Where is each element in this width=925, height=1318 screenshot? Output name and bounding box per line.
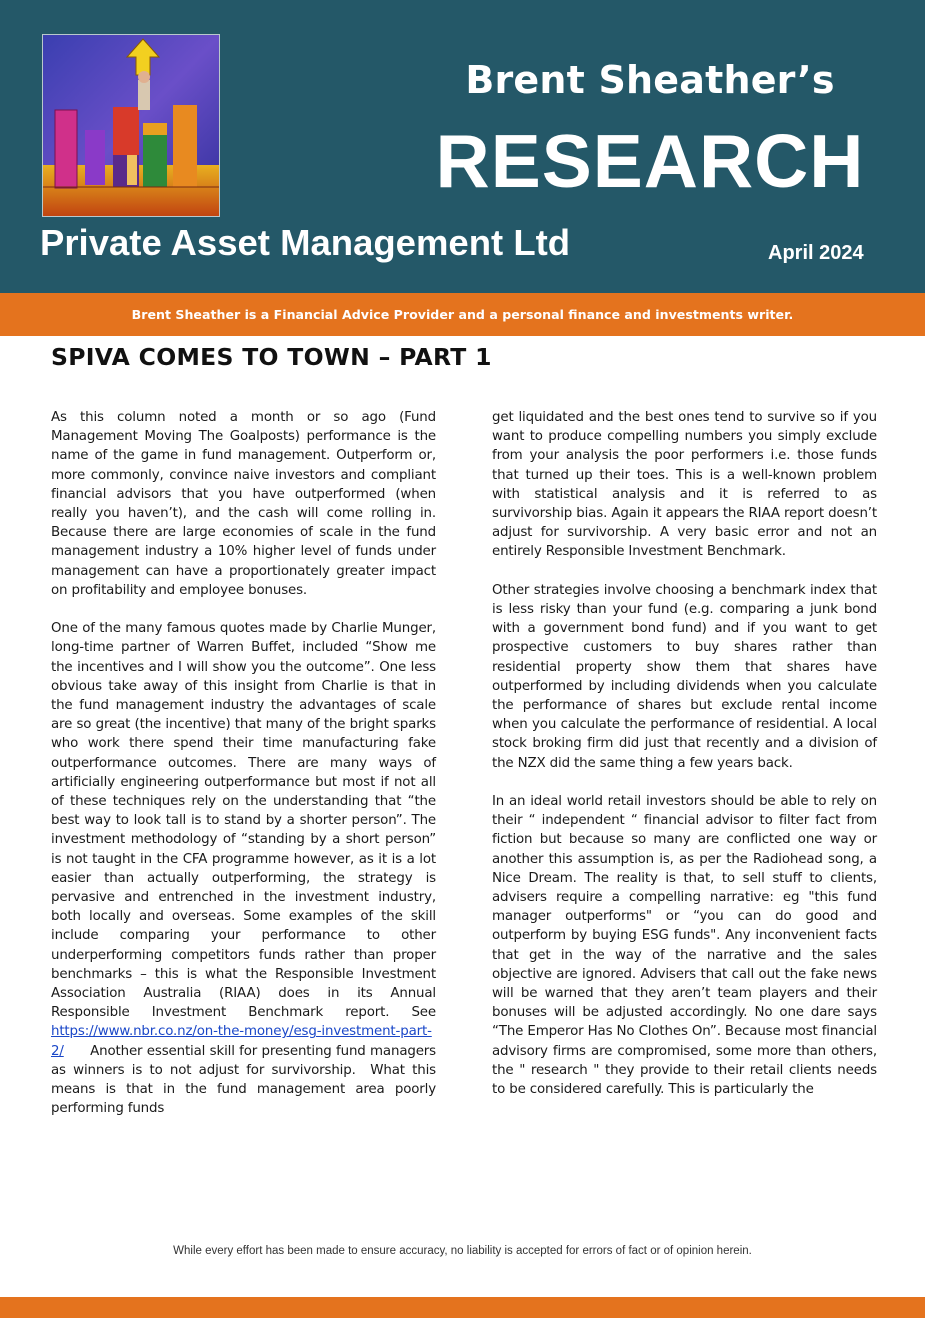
report-title: RESEARCH [435, 119, 865, 203]
climbing-blocks-logo-icon [42, 34, 220, 217]
report-header [0, 0, 925, 293]
footer-bar [0, 1297, 925, 1318]
issue-date: April 2024 [768, 242, 864, 264]
article-title: SPIVA COMES TO TOWN – PART 1 [51, 343, 492, 371]
paragraph: get liquidated and the best ones tend to survive so if you want to produce compelling numbers you simply exclude from your analysis the poor performers i.e. those funds that turned up their toes. This is a well-known problem with statistical analysis and it is referred to as survivorship bias. Again it appears the RIAA report doesn’t adjust for survivorship. A very basic error and not an entirely Responsible Investment Benchmark. [492, 410, 877, 560]
article-column-left [51, 408, 441, 1138]
nbr-article-link[interactable]: https://www.nbr.co.nz/on-the-money/esg-investment-part-2/ [51, 1024, 432, 1059]
paragraph [51, 619, 441, 1118]
disclaimer: While every effort has been made to ensure accuracy, no liability is accepted for errors of fact or of opinion herein. [173, 1245, 752, 1257]
author-tagline: Brent Sheather is a Financial Advice Provider and a personal finance and investments writer. [131, 307, 794, 322]
paragraph: Other strategies involve choosing a benchmark index that is less risky than your fund (e.g. comparing a junk bond with a government bond fund) and if you want to get prospective customers to buy shares rather than residential property show them that shares have outperformed by including dividends when you calculate the performance of shares but exclude rental income when you calculate the performance of residential. A local stock broking firm did just that recently and a division of the NZX did the same thing a few years back. [492, 582, 877, 771]
brand-name: Brent Sheather’s [465, 58, 835, 102]
paragraph-text: Another essential skill for presenting fund managers as winners is to not adjust for survivorship. What this means is that in the fund management area poorly performing funds [51, 1043, 441, 1117]
paragraph-text: One of the many famous quotes made by Charlie Munger, long-time partner of Warren Buffet, included “Show me the incentives and I will show you the outcome”. One less obvious take away of this insight from Charlie is that in the fund management industry the advantages of scale are so great (the incentive) that many of the bright sparks who work there spend their time manufacturing fake outperformance outcomes. There are many ways of artificially engineering outperformance but most if not all of these techniques rely on the understanding that “the best way to look tall is to stand by a shorter person”. The investment methodology of “standing by a short person” is not taught in the CFA programme however, as it is a lot easier than actually outperforming, the strategy is pervasive and entrenched in the investment industry, both locally and overseas. Some examples of the skill include comparing your performance to other underperforming competitors funds rather than proper benchmarks – this is what the Responsible Investment Association Australia (RIAA) does in its Annual Responsible Investment Benchmark report. See [51, 621, 436, 1021]
paragraph: In an ideal world retail investors should be able to rely on their “ independent “ financial advisor to filter fact from fiction but because so many are conflicted one way or another this assumption is, as per the Radiohead song, a Nice Dream. The reality is that, to sell stuff to clients, advisers require a compelling narrative: eg "this fund manager outperforms" or “you can do good and outperform by buying ESG funds". Any inconvenient facts that get in the way of the narrative and the sales objective are ignored. Advisers that call out the fake news will be warned that they aren’t team players and their bonuses will be adjusted accordingly. No one dare says “The Emperor Has No Clothes On”. Because most financial advisory firms are compromised, some more than others, the " research " they provide to their retail clients needs to be considered carefully. This is particularly the [492, 794, 877, 1098]
paragraph: As this column noted a month or so ago (Fund Management Moving The Goalposts) performance is the name of the game in fund management. Outperform or, more commonly, convince naive investors and compliant financial advisors that you have outperformed (when really you haven’t), and the cash will come rolling in. Because there are large economies of scale in the fund management industry a 10% higher level of funds under management can have a proportionately greater impact on profitability and employee bonuses. [51, 410, 436, 598]
article-column-right [492, 408, 877, 1118]
company-name: Private Asset Management Ltd [40, 222, 571, 263]
